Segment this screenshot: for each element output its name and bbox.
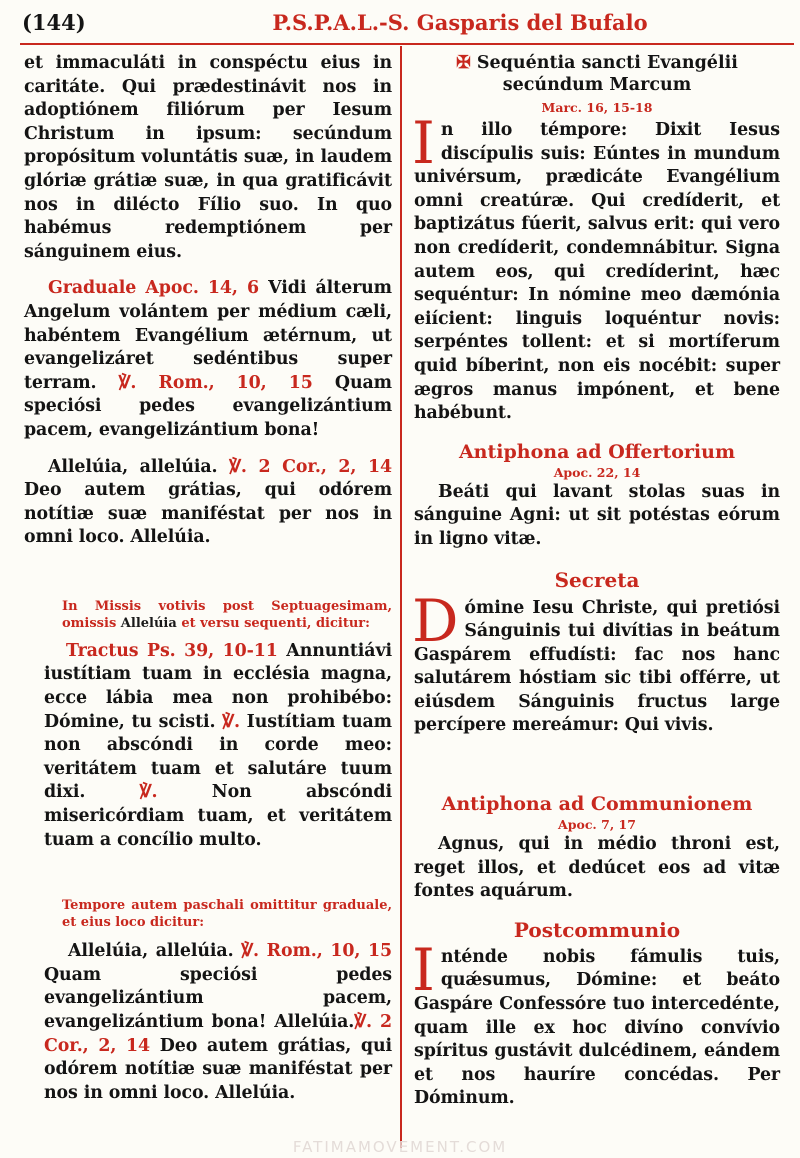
- rubric-votive-masses: [24, 598, 392, 632]
- offertory-text: Beáti qui lavant stolas suas in sánguine Agni: ut sit potéstas eórum in ligno vitæ.: [414, 481, 780, 549]
- rubric-votive-alleluia: Allelúia: [120, 615, 177, 631]
- rubric-votive-part1: In Missis votivis post Septuagesimam, omissis: [62, 598, 392, 631]
- page-header: [0, 0, 800, 46]
- postcommunio-heading: Postcommunio: [513, 917, 681, 942]
- paschal-text-2: Quam speciósi pedes evangelizántium pacem, evangelizántium bona! Allelúia.: [44, 964, 392, 1032]
- offertory-heading: Antiphona ad Offertorium: [458, 440, 736, 463]
- graduale-versicle-ref: ℣. Rom., 10, 15: [118, 372, 313, 393]
- postcommunio-dropcap: I: [412, 935, 435, 1004]
- paschal-alleluia-text: Allelúia, allelúia.: [68, 941, 242, 962]
- tractus-text3: Non abscóndi misericórdiam tuam, et veritátem tuam a concílio multo.: [44, 782, 392, 850]
- gospel-dropcap: I: [412, 109, 435, 177]
- postcommunio-body: nténde nobis fámulis tuis, quǽsumus, Dómine: et beáto Gaspáre Confessóre tuo intercedénte, quam ille ex hoc divíno convívio spíritus gustávit dulcédinem, eándem et nos hauríre concédas. Per Dóminum.: [414, 946, 780, 1109]
- gospel-text: [412, 109, 780, 426]
- right-column: [414, 52, 780, 1111]
- gospel-heading: [414, 52, 780, 96]
- page-number: (144): [22, 10, 86, 35]
- alleluia-text: Allelúia, allelúia.: [48, 456, 230, 477]
- left-column: [24, 52, 392, 1105]
- secreta-dropcap: D: [412, 586, 459, 655]
- gospel-heading-line1: Sequéntia sancti Evangélii: [476, 53, 738, 73]
- cross-icon: ✠: [456, 53, 471, 73]
- graduale-paragraph: [24, 277, 392, 442]
- alleluia-versicle-text: Deo autem grátias, qui odórem notítiæ suæ maniféstat per nos in omni loco. Allelúia.: [24, 480, 392, 548]
- tractus-versicle-1: ℣.: [222, 711, 240, 732]
- gospel-reference: Marc. 16, 15-18: [541, 100, 653, 115]
- communion-reference: Apoc. 7, 17: [558, 817, 636, 833]
- gospel-heading-line2: secúndum Marcum: [502, 75, 692, 95]
- paschal-text-3: Deo autem grátias, qui odórem notítiæ suæ maniféstat per nos in omni loco. Allelúia.: [44, 1035, 392, 1103]
- paschal-ref-2: ℣. 2 Cor., 2, 14: [44, 1012, 392, 1056]
- rubric-paschal-time: Tempore autem paschali omittitur graduale, et eius loco dicitur:: [62, 898, 392, 931]
- secreta-body: ómine Iesu Christe, qui pretiósi Sánguinis tui divítias in beátum Gaspárem effudísti: fac nos hanc salutárem hóstiam sic tibi offérre, ut eiúsdem Sánguinis fructus large percípere mereámur: Qui vivis.: [414, 597, 780, 736]
- tractus-text1: Annuntiávi iustítiam tuam in ecclésia magna, ecce lábia mea non prohibébo: Dómine, tu scisti.: [44, 640, 392, 732]
- graduale-text: Vidi álterum Angelum volántem per médium cæli, habéntem Evangélium ætérnum, ut evangelizáret sedéntibus super terram.: [24, 278, 392, 393]
- communion-text: Agnus, qui in médio throni est, reget illos, et dedúcet eos ad vitæ fontes aquárum.: [414, 834, 780, 902]
- paschal-ref-1: ℣. Rom., 10, 15: [241, 941, 392, 962]
- graduale-versicle-text: Quam speciósi pedes evangelizántium pacem, evangelizántium bona!: [24, 372, 392, 440]
- communion-heading: Antiphona ad Communionem: [441, 793, 753, 816]
- secreta-heading: Secreta: [554, 567, 640, 592]
- epistle-continuation: et immaculáti in conspéctu eius in caritáte. Qui prædestinávit nos in adoptiónem filiórum per Iesum Christum in ipsum: secúndum propósitum voluntátis suæ, in laudem glóriæ grátiæ suæ, in qua gratificávit nos in dilécto Fílio suo. In quo habémus redemptiónem per sánguinem eius.: [24, 53, 392, 262]
- tractus-text2: Iustítiam tuam non abscóndi in corde meo: veritátem tuam et salutáre tuum dixi.: [44, 711, 392, 803]
- secreta-text: [412, 586, 780, 739]
- running-title: P.S.P.A.L.-S. Gasparis del Bufalo: [272, 10, 648, 35]
- watermark: FATIMAMOVEMENT.COM: [292, 1138, 508, 1156]
- header-rule: [20, 43, 794, 45]
- alleluia-versicle-ref: ℣. 2 Cor., 2, 14: [229, 456, 392, 477]
- postcommunio-text: [412, 935, 780, 1111]
- tractus-label: Tractus Ps. 39, 10-11: [66, 640, 278, 661]
- offertory-reference: Apoc. 22, 14: [553, 464, 641, 480]
- paschal-alleluia-paragraph: [24, 940, 392, 1105]
- rubric-votive-part2: et versu sequenti, dicitur:: [176, 615, 370, 631]
- column-rule: [400, 46, 402, 1148]
- tractus-versicle-2: ℣.: [139, 782, 158, 803]
- alleluia-paragraph: [24, 456, 392, 550]
- graduale-label: Graduale Apoc. 14, 6: [48, 278, 260, 299]
- tractus-paragraph: [24, 640, 392, 852]
- gospel-body: n illo témpore: Dixit Iesus discípulis suis: Eúntes in mundum univérsum, prædicáte Evangélium omni creatúræ. Qui credíderit, et baptizátus fúerit, salvus erit: qui vero non credíderit, condemnábitur. Signa autem eos, qui credíderint, hæc sequéntur: In nómine meo dæmónia eiícient: linguis loquéntur novis: serpéntes tollent: et si mortíferum quid bíberint, non eis nocébit: super ægros manus impónent, et bene habébunt.: [414, 120, 780, 424]
